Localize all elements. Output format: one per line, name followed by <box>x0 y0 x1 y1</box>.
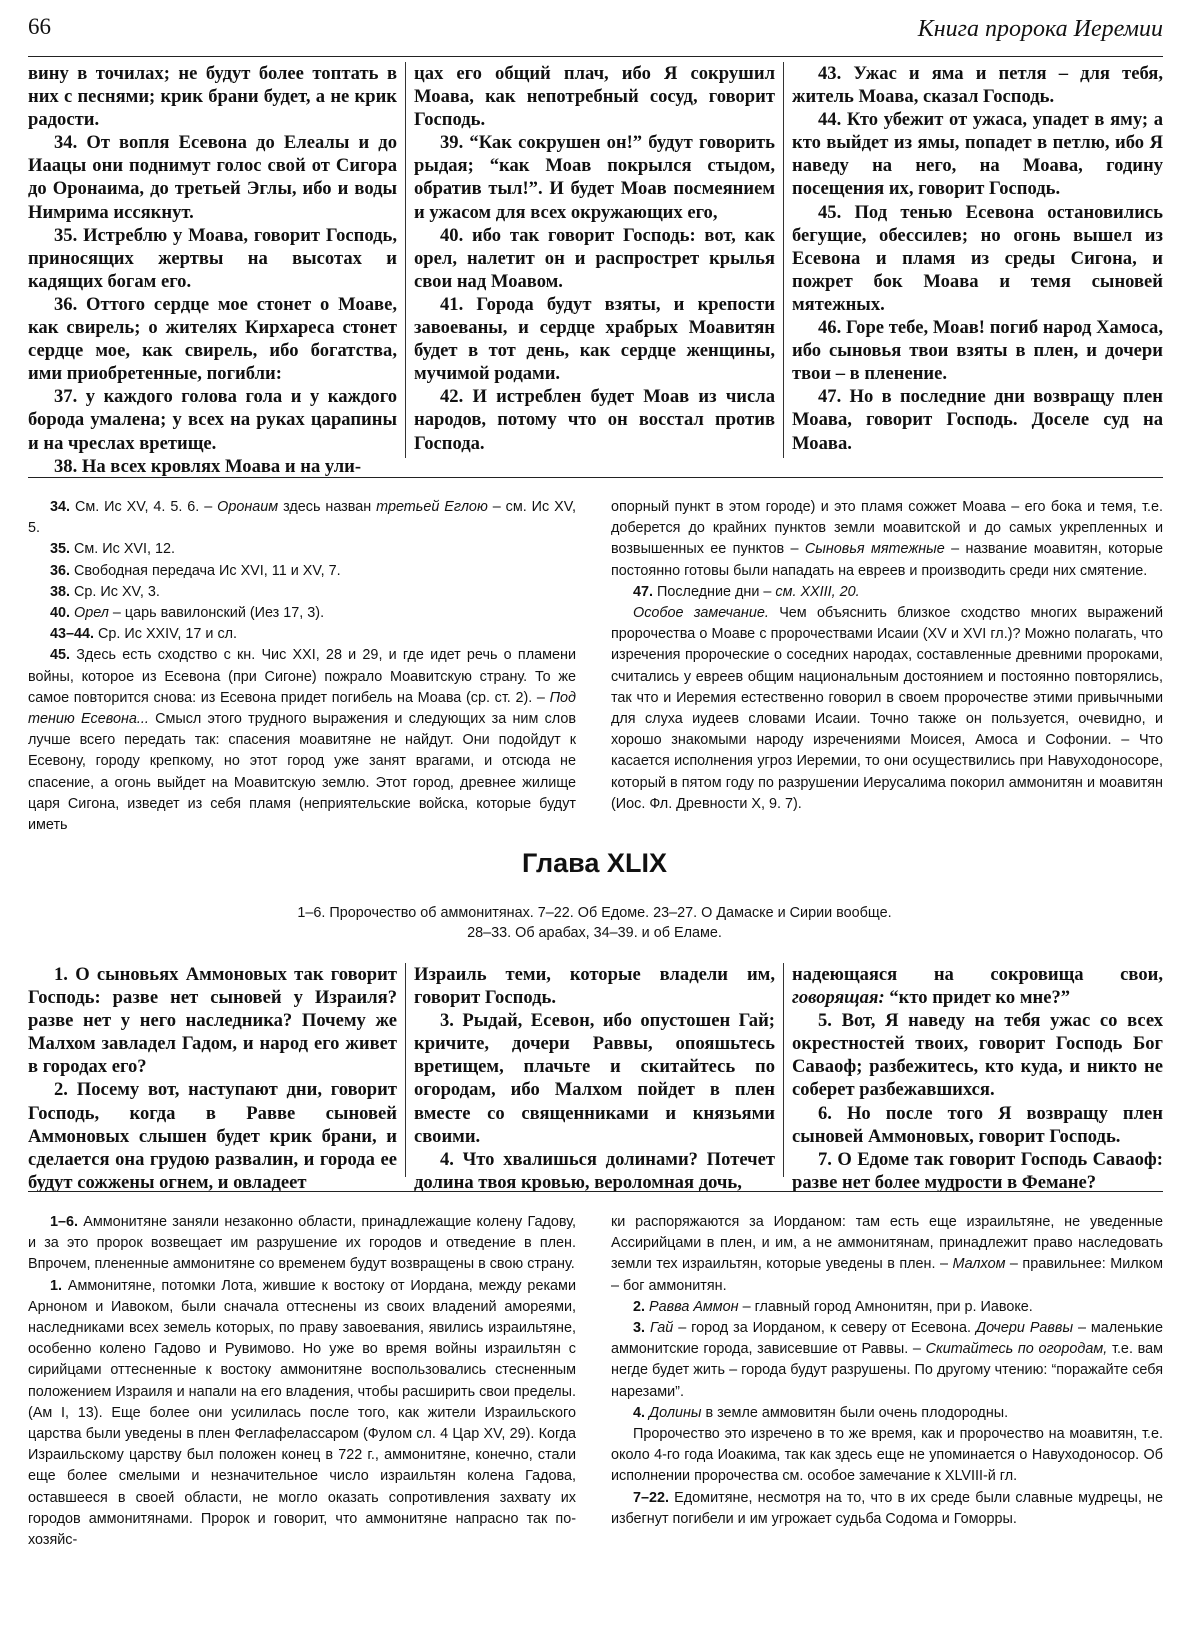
chapter-48-text <box>28 62 1163 477</box>
verse-1: 1. О сыновьях Аммоновых так говорит Господь: разве нет сыновей у Израиля? разве нет у него наследника? Почему же Малхом завладел Гадом, и народ его живет в городах его? <box>28 964 397 1078</box>
note-1-6: 1–6. Аммонитяне заняли незаконно области, принадлежащие колену Гадову, и за это пророк возвещает им разрушение их городов и отведение в плен. Впрочем, плененные аммонитяне со временем будут возвращены в свою страну. <box>28 1214 576 1273</box>
note-7-22: 7–22. Едомитяне, несмотря на то, что в их среде были славные мудрецы, не избегнут погибели и им угрожает судьба Содома и Гоморры. <box>611 1489 1163 1527</box>
verse-4: 4. Что хвалишься долинами? Потечет долина твоя кровью, вероломная дочь, <box>414 1148 775 1193</box>
verse-3: 3. Рыдай, Есевон, ибо опустошен Гай; кричите, дочери Раввы, опояшьтесь вретищем, плачьте и скитайтесь по огородам, ибо Малхом пойдет в плен вместе со священниками и князьями своими. <box>414 1010 775 1147</box>
verse-7: 7. О Едоме так говорит Господь Саваоф: разве нет более мудрости в Фемане? <box>792 1148 1163 1193</box>
footnote-rule <box>28 1191 1163 1192</box>
verse-5: 5. Вот, Я наведу на тебя ужас со всех окрестностей твоих, говорит Господь Бог Саваоф; разбежитесь, кто куда, и никто не соберет разбежавшихся. <box>792 1010 1163 1101</box>
verse-42: 42. И истреблен будет Моав из числа народов, потому что он восстал против Господа. <box>414 386 775 454</box>
page-number: 66 <box>28 14 51 39</box>
verse-46: 46. Горе тебе, Моав! погиб народ Хамоса, ибо сыновья твои взяты в плен, и дочери твои – в пленение. <box>792 317 1163 385</box>
note-45: 45. Здесь есть сходство с кн. Чис XXI, 28 и 29, и где идет речь о пламени войны, которое из Есевона (при Сигоне) пожрало Моавитскую страну. То же самое повторится снова: из Есевона придет погибель на Моава (ср. ст. 2). – Под тению Есевона... Смысл этого трудного выражения и следующих за ним слов лучше всего передать так: спасения моавитяне не найдут. Они подойдут к Есевону, городу крепкому, но этот город уже занят врагами, и отсюда не спасение, а огонь выйдет на Моавитскую землю. Этот город, древнее жилище царя Сигона, изведет из себя пламя (неприятельские войска, которые будут иметь <box>28 647 576 834</box>
chapter-summary <box>0 903 1189 943</box>
chapter-49-commentary <box>28 1212 1163 1551</box>
verse-37: 37. у каждого голова гола и у каждого борода умалена; у всех на руках царапины и на чреслах вретище. <box>28 386 397 454</box>
verse: Израиль теми, которые владели им, говорит Господь. <box>414 964 775 1009</box>
running-title: Книга пророка Иеремии <box>917 16 1163 42</box>
commentary-column-2 <box>611 1212 1163 1551</box>
verse-39: 39. “Как сокрушен он!” будут говорить рыдая; “как Моав покрылся стыдом, обратив тыл!”. И будет Моав посмеянием и ужасом для всех окружающих его, <box>414 132 775 223</box>
note-43-44: 43–44. Ср. Ис XXIV, 17 и сл. <box>50 626 238 643</box>
note-34: 34. См. Ис XV, 4. 5. 6. – Оронаим здесь назван третьей Еглою – см. Ис XV, 5. <box>28 499 576 537</box>
note-36: 36. Свободная передача Ис XVI, 11 и XV, 7. <box>50 562 341 579</box>
verse-38: 38. На всех кровлях Моава и на ули- <box>54 455 362 477</box>
verse-45: 45. Под тенью Есевона остановились бегущие, обессилев; но огонь вышел из Есевона и пламя из среды Сигона, и пожрет бок Моава и темя сыновей мятежных. <box>792 201 1163 315</box>
summary-line: 28–33. Об арабах, 34–39. и об Еламе. <box>467 925 722 941</box>
note-3: 3. Гай – город за Иорданом, к северу от Есевона. Дочери Раввы – маленькие аммонитские города, зависевшие от Раввы. – Скитайтесь по огородам, т.е. вам негде будет жить – города будут разрушены. По другому чтению: “поражайте себя нарезами”. <box>611 1320 1163 1400</box>
verse-40: 40. ибо так говорит Господь: вот, как орел, налетит он и распрострет крылья свои над Моавом. <box>414 224 775 292</box>
commentary-column-2 <box>611 497 1163 836</box>
verse-2: 2. Посему вот, наступают дни, говорит Господь, когда в Равве сыновей Аммоновых слышен будет крик брани, и сделается она грудою развалин, и города ее будут сожжены огнем, и овладеет <box>28 1079 397 1193</box>
summary-line: 1–6. Пророчество об аммонитянах. 7–22. Об Едоме. 23–27. О Дамаске и Сирии вообще. <box>297 905 892 921</box>
footnote-rule <box>28 477 1163 478</box>
verse-35: 35. Истреблю у Моава, говорит Господь, приносящих жертвы на высотах и кадящих богам его. <box>28 224 397 292</box>
commentary-column-1 <box>28 497 576 836</box>
verse-41: 41. Города будут взяты, и крепости завоеваны, и сердце храбрых Моавитян будет в тот день, как сердце женщины, мучимой родами. <box>414 293 775 385</box>
text-column-3 <box>784 963 1163 1193</box>
note-40: 40. Орел – царь вавилонский (Иез 17, 3). <box>50 605 325 622</box>
text-column-3 <box>784 62 1163 458</box>
note-35: 35. См. Ис XVI, 12. <box>50 541 176 558</box>
note-2: 2. Равва Аммон – главный город Амнонитян, при р. Иавоке. <box>633 1298 1033 1315</box>
note-4: 4. Долины в земле аммовитян были очень плодородны. <box>633 1404 1009 1421</box>
text-column-1 <box>28 963 406 1193</box>
note-47: 47. Последние дни – см. XXIII, 20. <box>633 583 860 600</box>
verse-43: 43. Ужас и яма и петля – для тебя, житель Моава, сказал Господь. <box>792 63 1163 108</box>
text-column-1 <box>28 62 406 477</box>
header-rule <box>28 56 1163 57</box>
chapter-49-text <box>28 963 1163 1193</box>
note-1-continued: ки распоряжаются за Иорданом: там есть еще израильтяне, не уведенные Ассирийцами в плен, и им, а не аммонитянам, принадлежит право наследовать земли тех израильтян, которые уведены в плен. – Малхом – правильнее: Милком – бог аммонитян. <box>611 1214 1163 1294</box>
commentary-column-1 <box>28 1212 576 1551</box>
chapter-title: Глава XLIX <box>522 848 667 878</box>
note-38: 38. Ср. Ис XV, 3. <box>50 583 160 600</box>
verse: вину в точилах; не будут более топтать в них с песнями; крик брани будет, а не крик радости. <box>28 63 397 131</box>
chapter-48-commentary <box>28 497 1163 836</box>
text-column-2 <box>406 62 784 458</box>
prophecy-remark: Пророчество это изречено в то же время, как и пророчество на моавитян, т.е. около 4-го года Иоакима, так как здесь еще не упоминается о Навуходоносор. Об исполнении пророчества см. особое замечание к XLVIII-й гл. <box>611 1426 1163 1485</box>
text-column-2 <box>406 963 784 1193</box>
note-45-continued: опорный пункт в этом городе) и это пламя сожжет Моава – его бока и темя, т.е. доберется до крайних пунктов земли моавитской и до самых укрепленных и возвышенных ее пунктов – Сыновья мятежные – название моавитян, которые постоянно готовы были нападать на евреев и производить среди них смятение. <box>611 499 1163 579</box>
verse-47: 47. Но в последние дни возвращу плен Моава, говорит Господь. Доселе суд на Моава. <box>792 386 1163 454</box>
verse-6: 6. Но после того Я возвращу плен сыновей Аммоновых, говорит Господь. <box>792 1102 1163 1147</box>
verse: цах его общий плач, ибо Я сокрушил Моава, как непотребный сосуд, говорит Господь. <box>414 63 775 131</box>
note-1: 1. Аммонитяне, потомки Лота, жившие к востоку от Иордана, между реками Арноном и Иавоком, были сначала оттеснены из своих владений амореями, наследниками всех земель которых, по праву завоевания, явились израильтяне, особенно колено Гадово и Рувимово. Но уже во время войны израильтян с сирийцами оттесненные к востоку аммонитяне воспользовались стесненным положением Израиля и напали на его владения, чтобы расширить свои пределы. (Ам I, 13). Еще более они усилилась после того, как жители Израильского царства были уведены в плен Феглафелассаром (Фулом сл. 4 Цар XV, 29). Когда Израильскому царству был положен конец в 722 г., аммонитяне, конечно, стали еще более смелыми и незначительное число израильтян колена Гадова, оставшееся в своей области, не могло оказать сопротивления захвату их городов аммонитянами. Пророк и говорит, что аммонитяне напрасно так по-хозяйс- <box>28 1277 576 1549</box>
verse-44: 44. Кто убежит от ужаса, упадет в яму; а кто выйдет из ямы, попадет в петлю, ибо Я наведу на него, на Моава, годину посещения их, говорит Господь. <box>792 109 1163 200</box>
verse-34: 34. От вопля Есевона до Елеалы и до Иаацы они поднимут голос свой от Сигора до Оронаима, до третьей Эглы, ибо и воды Нимрима иссякнут. <box>28 132 397 223</box>
verse: надеющаяся на сокровища свои, говорящая: “кто придет ко мне?” <box>792 964 1163 1009</box>
verse-36: 36. Оттого сердце мое стонет о Моаве, как свирель; о жителях Кирхареса стонет сердце мое, как свирель, ибо богатства, ими приобретенные, погибли: <box>28 293 397 385</box>
special-remark: Особое замечание. Чем объяснить близкое сходство многих выражений пророчества о Моаве с пророчествами Исаии (XV и XVI гл.)? Можно полагать, что изречения пророческие о соседних народах, составленные древними пророками, считались у евреев общим национальным достоянием и постоянно повторялись, так что и Иеремия естественно говорил в своем пророчестве этими привычными для слуха иудеев словами Исаии. Точно также он пользуется, очевидно, и хорошо знакомыми народу изречениями Моисея, Амоса и Софонии. – Что касается исполнения угроз Иеремии, то они осуществились при Навуходоносоре, который в пятом году по разрушении Иерусалима покорил аммонитян и моавитян (Иос. Фл. Древности X, 9. 7). <box>611 605 1163 812</box>
